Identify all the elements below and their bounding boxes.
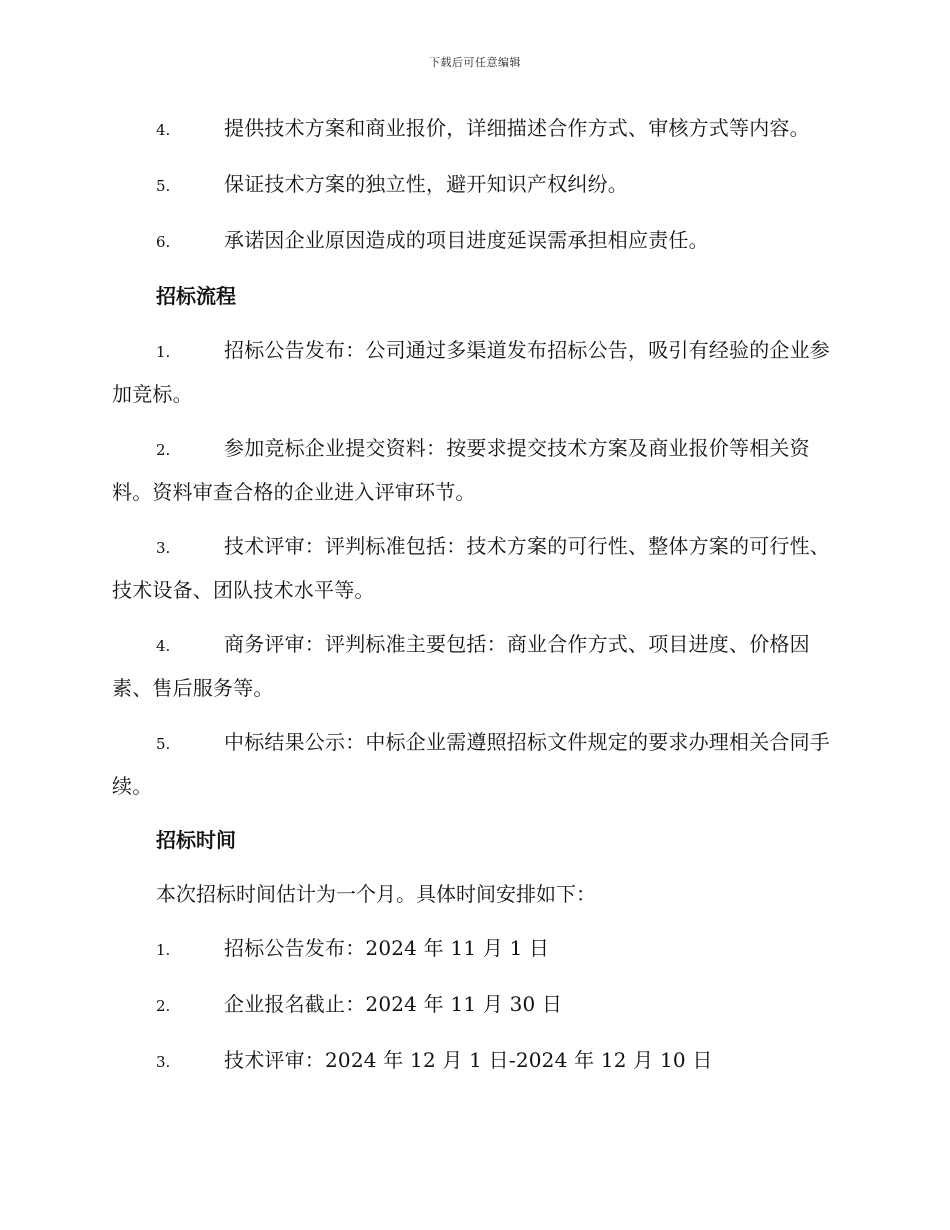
list-item [112,163,834,207]
list-item-text: 中标结果公示：中标企业需遵照招标文件规定的要求办理相关合同手续。 [112,730,830,798]
list-item-text: 提供技术方案和商业报价，详细描述合作方式、审核方式等内容。 [224,116,810,140]
section-intro-paragraph: 本次招标时间估计为一个月。具体时间安排如下： [156,882,596,906]
list-item-number: 3. [156,539,171,557]
list-item [112,107,834,151]
list-item [112,329,834,415]
list-item-text: 承诺因企业原因造成的项目进度延误需承担相应责任。 [224,228,709,252]
list-item [112,983,834,1027]
list-item-text: 企业报名截止：2024 年 11 月 30 日 [224,992,563,1016]
list-item-number: 5. [156,177,171,195]
list-item-number: 2. [156,997,171,1015]
list-item-number: 4. [156,121,171,139]
list-item-number: 3. [156,1053,171,1071]
document-body [112,107,834,1095]
list-item-text: 商务评审：评判标准主要包括：商业合作方式、项目进度、价格因素、售后服务等。 [112,632,810,700]
list-item-text: 保证技术方案的独立性，避开知识产权纠纷。 [224,172,628,196]
list-item [112,1039,834,1083]
list-item [112,219,834,263]
list-item-text: 招标公告发布：2024 年 11 月 1 日 [224,936,550,960]
list-item-number: 6. [156,233,171,251]
list-item-text: 技术评审：评判标准包括：技术方案的可行性、整体方案的可行性、技术设备、团队技术水平等。 [112,534,830,602]
list-item-text: 参加竞标企业提交资料：按要求提交技术方案及商业报价等相关资料。资料审查合格的企业进入评审环节。 [112,436,810,504]
list-item-number: 5. [156,735,171,753]
section-heading-time: 招标时间 [156,828,236,852]
list-item [112,427,834,513]
list-item-text: 技术评审：2024 年 12 月 1 日-2024 年 12 月 10 日 [224,1048,713,1072]
list-item [112,927,834,971]
list-item [112,525,834,611]
list-item-text: 招标公告发布：公司通过多渠道发布招标公告，吸引有经验的企业参加竞标。 [112,338,830,406]
page-header-note: 下载后可任意编辑 [429,56,521,69]
list-item-number: 4. [156,637,171,655]
list-item [112,721,834,807]
list-item-number: 2. [156,441,171,459]
list-item [112,623,834,709]
section-heading-process: 招标流程 [156,284,236,308]
list-item-number: 1. [156,941,171,959]
list-item-number: 1. [156,343,171,361]
